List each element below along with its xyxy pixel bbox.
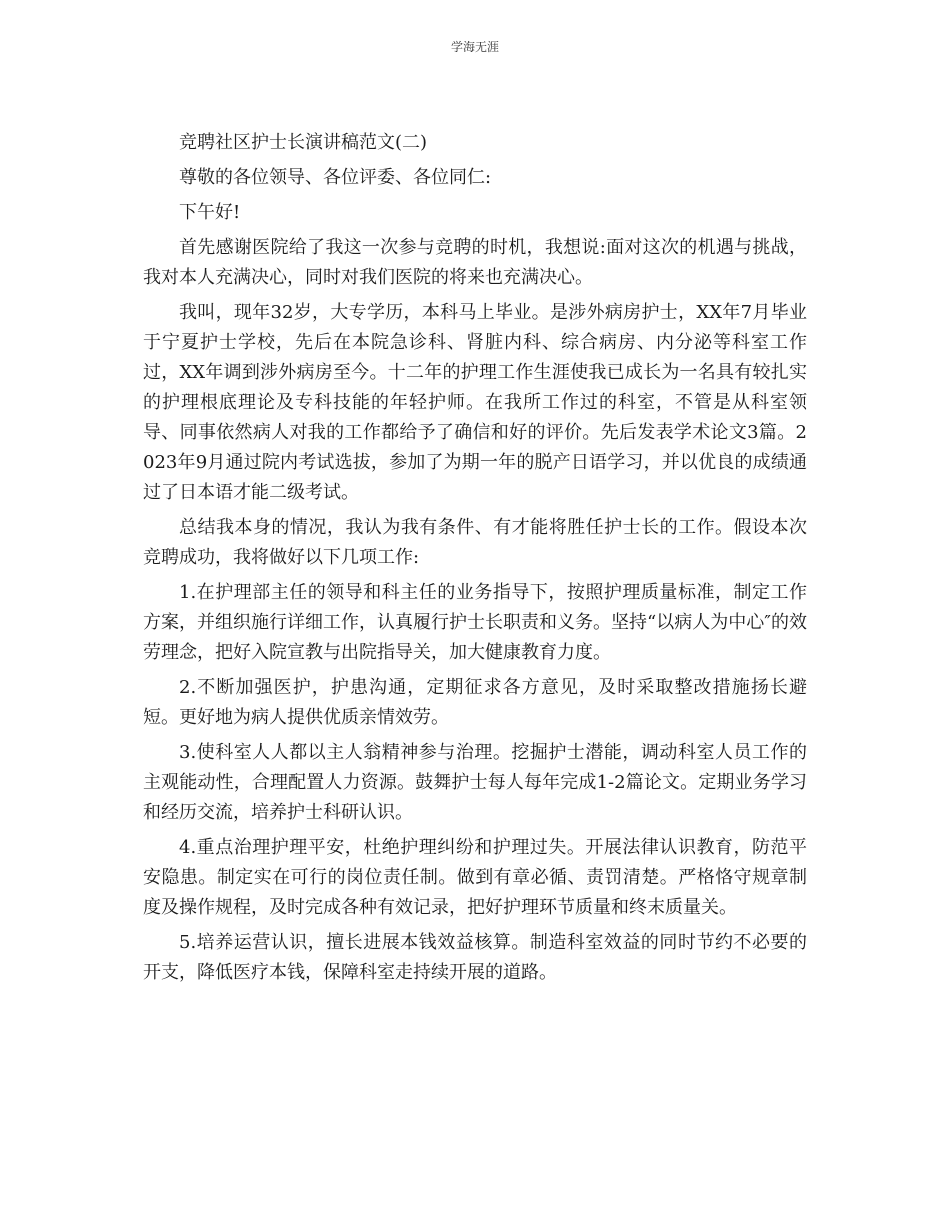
paragraph: 总结我本身的情况，我认为我有条件、有才能将胜任护士长的工作。假设本次竞聘成功，我将做好以下几项工作: xyxy=(143,517,807,568)
list-item: 3.使科室人人都以主人翁精神参与治理。挖掘护士潜能，调动科室人员工作的主观能动性，合理配置人力资源。鼓舞护士每人每年完成1-2篇论文。定期业务学习和经历交流，培养护士科研认识。 xyxy=(143,742,807,823)
paragraph: 我叫，现年32岁，大专学历，本科马上毕业。是涉外病房护士，XX年7月毕业于宁夏护士学校，先后在本院急诊科、肾脏内科、综合病房、内分泌等科室工作过，XX年调到涉外病房至今。十二年的护理工作生涯使我已成长为一名具有较扎实的护理根底理论及专科技能的年轻护师。在我所工作过的科室，不管是从科室领导、同事依然病人对我的工作都给予了确信和好的评价。先后发表学术论文3篇。2023年9月通过院内考试选拔，参加了为期一年的脱产日语学习，并以优良的成绩通过了日本语才能二级考试。 xyxy=(143,302,807,503)
document-title: 竞聘社区护士长演讲稿范文(二) xyxy=(179,132,428,153)
list-item: 2.不断加强医护，护患沟通，定期征求各方意见，及时采取整改措施扬长避短。更好地为病人提供优质亲情效劳。 xyxy=(143,677,807,728)
list-item: 1.在护理部主任的领导和科主任的业务指导下，按照护理质量标准，制定工作方案，并组织施行详细工作，认真履行护士长职责和义务。坚持“以病人为中心″的效劳理念，把好入院宣教与出院指导关，加大健康教育力度。 xyxy=(143,582,808,663)
document-body xyxy=(143,128,807,993)
paragraph: 首先感谢医院给了我这一次参与竞聘的时机，我想说:面对这次的机遇与挑战，我对本人充满决心，同时对我们医院的将来也充满决心。 xyxy=(143,237,807,288)
list-item: 5.培养运营认识，擅长进展本钱效益核算。制造科室效益的同时节约不必要的开支，降低医疗本钱，保障科室走持续开展的道路。 xyxy=(143,932,807,983)
greeting: 下午好! xyxy=(179,202,241,223)
page-header: 学海无涯 xyxy=(450,40,499,54)
list-item: 4.重点治理护理平安，杜绝护理纠纷和护理过失。开展法律认识教育，防范平安隐患。制定实在可行的岗位责任制。做到有章必循、责罚清楚。严格恪守规章制度及操作规程，及时完成各种有效记录，把好护理环节质量和终末质量关。 xyxy=(143,837,807,918)
salutation: 尊敬的各位领导、各位评委、各位同仁: xyxy=(179,167,492,188)
